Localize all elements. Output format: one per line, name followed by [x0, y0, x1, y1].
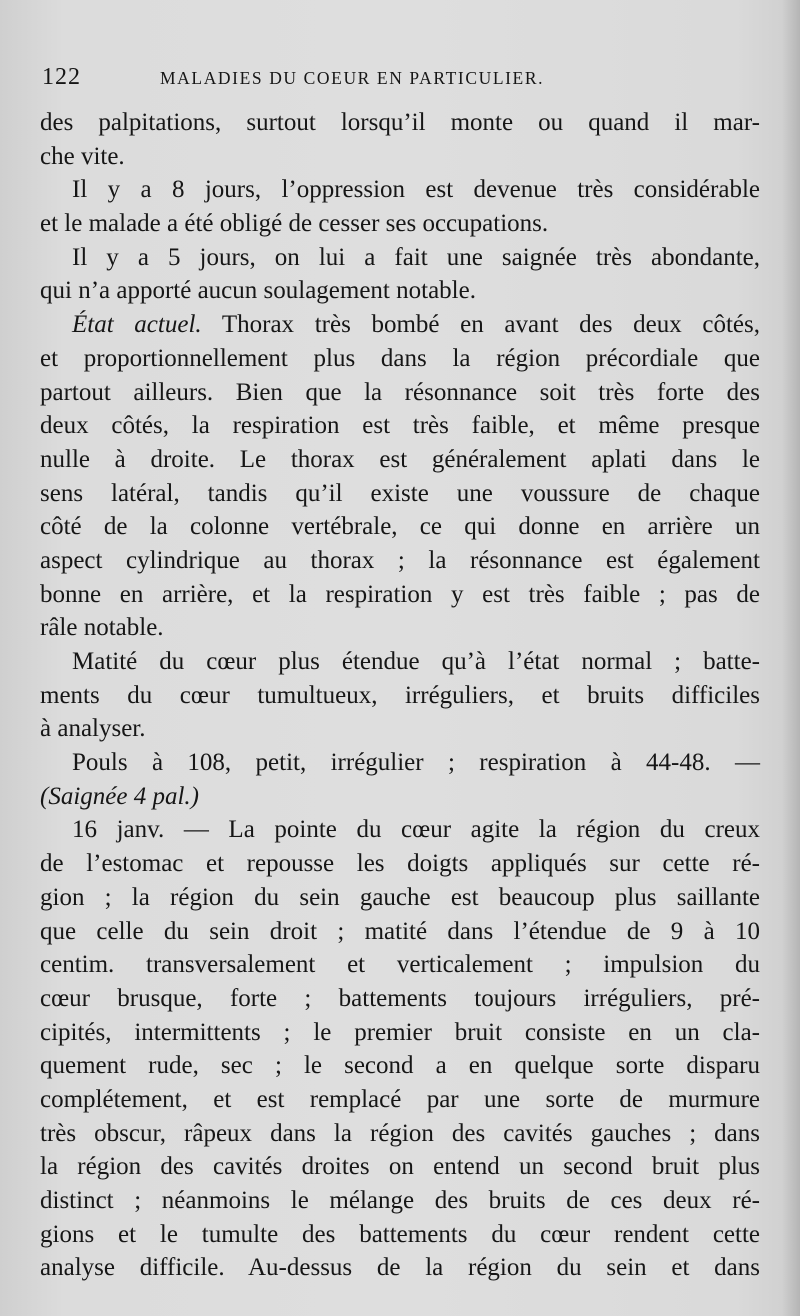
page-header	[40, 64, 760, 98]
body-text	[40, 106, 760, 1285]
text-line: analyse difficile. Au-dessus de la région du sein et dans	[40, 1254, 760, 1282]
text-line: et le malade a été obligé de cesser ses occupations.	[40, 210, 549, 238]
text-line: quement rude, sec ; le second a en quelque sorte disparu	[40, 1052, 760, 1080]
text-line: gions et le tumulte des battements du cœur rendent cette	[40, 1220, 760, 1248]
text-line: che vite.	[40, 142, 125, 170]
text-line: des palpitations, surtout lorsqu’il monte ou quand il mar-	[40, 109, 760, 136]
text-line: très obscur, râpeux dans la région des cavités gauches ; dans	[40, 1119, 760, 1147]
text-line: cœur brusque, forte ; battements toujours irréguliers, pré-	[40, 984, 760, 1012]
text-line: nulle à droite. Le thorax est généralement aplati dans le	[40, 445, 760, 473]
text-line: que celle du sein droit ; matité dans l’étendue de 9 à 10	[40, 917, 760, 945]
text-line: Il y a 8 jours, l’oppression est devenue très considérable	[72, 176, 760, 204]
text-line: et proportionnellement plus dans la région précordiale que	[40, 344, 760, 372]
text-line: de l’estomac et repousse les doigts appliqués sur cette ré-	[40, 850, 760, 878]
page-number: 122	[42, 64, 81, 90]
page-edge-shadow	[782, 0, 800, 1316]
text-line: Matité du cœur plus étendue qu’à l’état normal ; batte-	[72, 648, 760, 675]
text-line: distinct ; néanmoins le mélange des bruits de ces deux ré-	[40, 1187, 760, 1214]
text-line: côté de la colonne vertébrale, ce qui donne en arrière un	[40, 513, 760, 541]
text-line: partout ailleurs. Bien que la résonnance soit très forte des	[40, 378, 760, 406]
text-line: à analyser.	[40, 715, 146, 743]
text-line: râle notable.	[40, 614, 164, 642]
text-line: qui n’a apporté aucun soulagement notable.	[40, 277, 476, 305]
text-line: gion ; la région du sein gauche est beaucoup plus saillante	[40, 883, 760, 911]
etat-actuel-label: État actuel.	[72, 311, 202, 339]
text-line-etat-actuel	[40, 308, 760, 342]
text-line: Pouls à 108, petit, irrégulier ; respiration à 44-48. —	[72, 749, 760, 777]
text-line: ments du cœur tumultueux, irréguliers, et bruits difficiles	[40, 681, 760, 709]
text-line: complétement, et est remplacé par une sorte de murmure	[40, 1085, 760, 1113]
text-line-remainder: Thorax très bombé en avant des deux côtés,	[221, 311, 760, 339]
running-head: MALADIES DU COEUR EN PARTICULIER.	[160, 68, 545, 88]
text-line: Il y a 5 jours, on lui a fait une saignée très abondante,	[72, 243, 760, 271]
text-line: deux côtés, la respiration est très faible, et même presque	[40, 412, 760, 440]
text-line: 16 janv. — La pointe du cœur agite la région du creux	[72, 816, 760, 844]
text-line: sens latéral, tandis qu’il existe une voussure de chaque	[40, 479, 760, 507]
text-line: la région des cavités droites on entend un second bruit plus	[40, 1153, 760, 1181]
text-line: aspect cylindrique au thorax ; la résonnance est également	[40, 546, 760, 574]
text-line: bonne en arrière, et la respiration y est très faible ; pas de	[40, 580, 760, 608]
text-line: cipités, intermittents ; le premier bruit consiste en un cla-	[40, 1018, 760, 1046]
text-line: centim. transversalement et verticalement ; impulsion du	[40, 951, 760, 979]
text-line: (Saignée 4 pal.)	[40, 782, 199, 810]
